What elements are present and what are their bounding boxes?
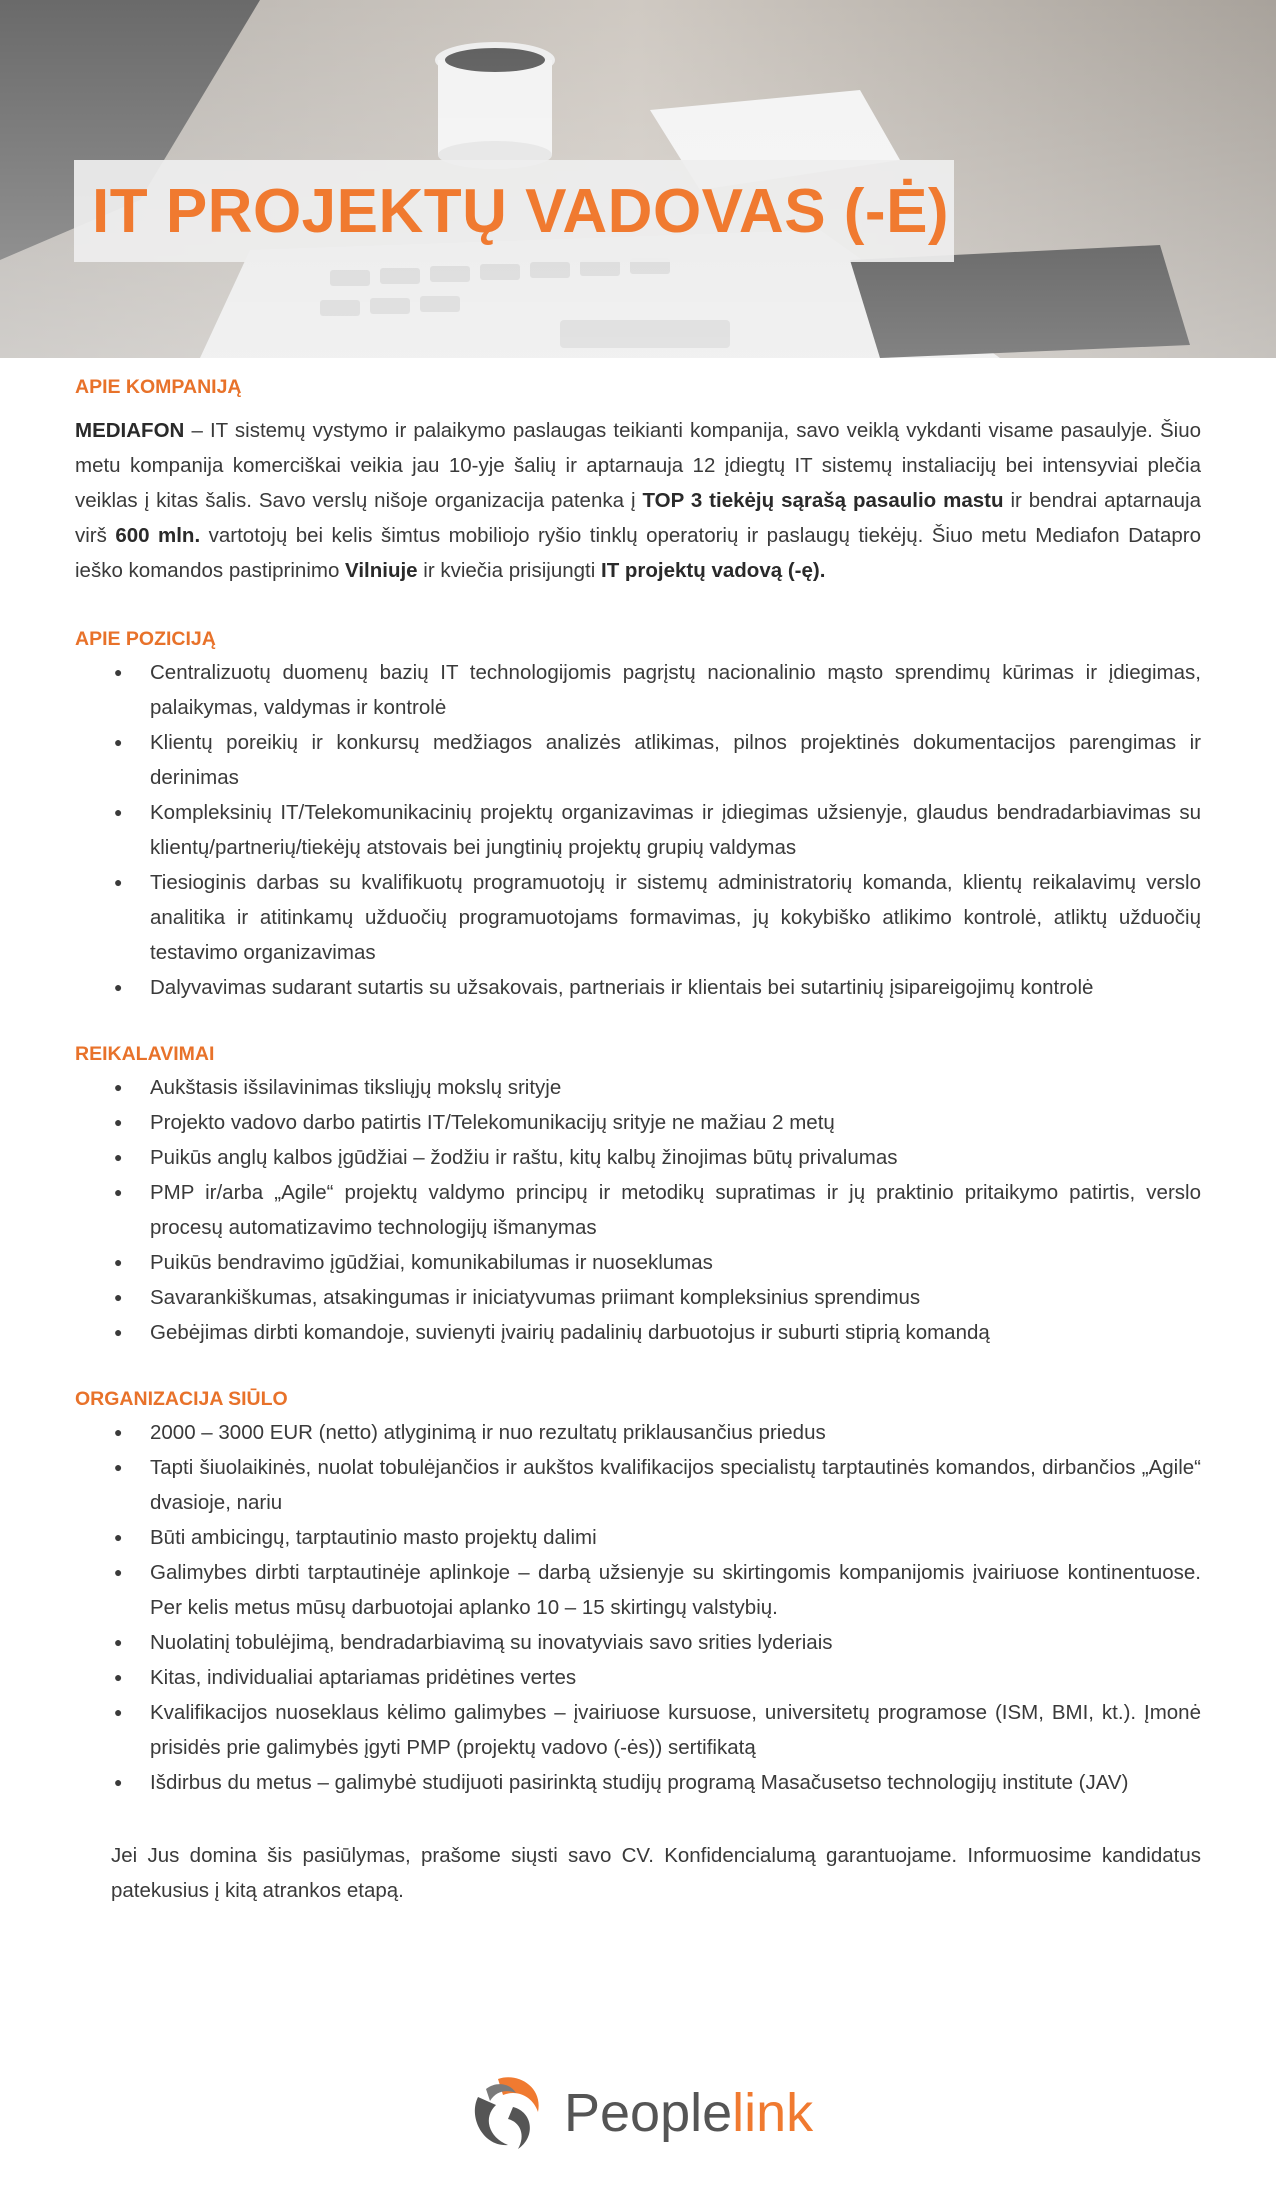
list-item: ● Tapti šiuolaikinės, nuolat tobulėjančios ir aukštos kvalifikacijos specialistų tarptautinės komandos, dirbančios „Agile“ dvasioje, nariu	[75, 1450, 1201, 1520]
list-item: ● Būti ambicingų, tarptautinio masto projektų dalimi	[75, 1520, 1201, 1555]
list-item: ● Nuolatinį tobulėjimą, bendradarbiavimą su inovatyviais savo srities lyderiais	[75, 1625, 1201, 1660]
requirements-list	[75, 1070, 1201, 1350]
bold-text: Vilniuje	[345, 559, 418, 582]
list-item: ● Klientų poreikių ir konkursų medžiagos analizės atlikimas, pilnos projektinės dokumentacijos parengimas ir derinimas	[75, 725, 1201, 795]
text-run: ir bendrai aptarnauja virš	[75, 489, 1202, 547]
list-item: ● Projekto vadovo darbo patirtis IT/Telekomunikacijų srityje ne mažiau 2 metų	[75, 1105, 1201, 1140]
text-run: vartotojų bei kelis šimtus mobiliojo ryšio tinklų operatorių ir paslaugų tiekėjų. Šiuo metu Mediafon Datapro ieško komandos pastiprinimo	[75, 524, 1202, 582]
list-item: ● Aukštasis išsilavinimas tiksliųjų mokslų srityje	[75, 1070, 1201, 1105]
bold-text: 600 mln.	[115, 524, 201, 547]
page-title: IT PROJEKTŲ VADOVAS (-Ė)	[92, 176, 950, 246]
list-item: ● Galimybes dirbti tarptautinėje aplinkoje – darbą užsienyje su skirtingomis kompanijomis įvairiuose kontinentuose. Per kelis metus mūsų darbuotojai aplanko 10 – 15 skirtingų valstybių.	[75, 1555, 1201, 1625]
list-item: ● Kvalifikacijos nuoseklaus kėlimo galimybes – įvairiuose kursuose, universitetų programose (ISM, BMI, kt.). Įmonė prisidės prie galimybės įgyti PMP (projektų vadovo (-ės)) sertifikatą	[75, 1695, 1201, 1765]
logo-text-main: People	[564, 2083, 733, 2143]
list-item: ● PMP ir/arba „Agile“ projektų valdymo principų ir metodikų supratimas ir jų praktinio pritaikymo patirtis, verslo procesų automatizavimo technologijų išmanymas	[75, 1175, 1201, 1245]
bold-text: MEDIAFON	[75, 419, 185, 442]
main-content	[75, 376, 1201, 1908]
list-item: ● Kitas, individualiai aptariamas pridėtines vertes	[75, 1660, 1201, 1695]
peoplelink-logo	[458, 2063, 858, 2163]
hero-image	[0, 0, 1276, 358]
about-position-heading: APIE POZICIJĄ	[75, 628, 216, 650]
list-item: ● Tiesioginis darbas su kvalifikuotų programuotojų ir sistemų administratorių komanda, klientų reikalavimų verslo analitika ir atitinkamų užduočių programuotojams formavimas, jų kokybiško atlikimo kontrolė, atliktų užduočių testavimo organizavimas	[75, 865, 1201, 970]
list-item: ● Puikūs anglų kalbos įgūdžiai – žodžiu ir raštu, kitų kalbų žinojimas būtų privalumas	[75, 1140, 1201, 1175]
peoplelink-logo-icon	[458, 2067, 550, 2159]
about-position-list	[75, 655, 1201, 1005]
bold-text: TOP 3 tiekėjų sąrašą pasaulio mastu	[642, 489, 1004, 512]
logo-text-accent: link	[732, 2083, 814, 2143]
offers-heading: ORGANIZACIJA SIŪLO	[75, 1388, 288, 1410]
text-run: – IT sistemų vystymo ir palaikymo paslaugas teikianti kompanija, savo veiklą vykdanti visame pasaulyje. Šiuo metu kompanija komerciškai veikia jau 10-yje šalių ir aptarnauja 12 įdiegtų IT sistemų instaliacijų bei intensyviai plečia veiklas į kitas šalis. Savo verslų nišoje organizacija patenka į	[75, 419, 1201, 512]
bold-text: IT projektų vadovą (-ę).	[601, 559, 826, 582]
logo-text	[564, 2082, 813, 2144]
list-item: ● 2000 – 3000 EUR (netto) atlyginimą ir nuo rezultatų priklausančius priedus	[75, 1415, 1201, 1450]
list-item: ● Išdirbus du metus – galimybė studijuoti pasirinktą studijų programą Masačusetso technologijų institute (JAV)	[75, 1765, 1201, 1800]
text-run: ir kviečia prisijungti	[417, 559, 601, 582]
offers-list	[75, 1415, 1201, 1800]
list-item: ● Gebėjimas dirbti komandoje, suvienyti įvairių padalinių darbuotojus ir suburti stiprią komandą	[75, 1315, 1201, 1350]
title-banner	[74, 160, 954, 262]
requirements-heading: REIKALAVIMAI	[75, 1043, 215, 1065]
list-item: ● Kompleksinių IT/Telekomunikacinių projektų organizavimas ir įdiegimas užsienyje, glaudus bendradarbiavimas su klientų/partnerių/tiekėjų atstovais bei jungtinių projektų grupių valdymas	[75, 795, 1201, 865]
list-item: ● Puikūs bendravimo įgūdžiai, komunikabilumas ir nuoseklumas	[75, 1245, 1201, 1280]
list-item: ● Savarankiškumas, atsakingumas ir iniciatyvumas priimant kompleksinius sprendimus	[75, 1280, 1201, 1315]
closing-paragraph: Jei Jus domina šis pasiūlymas, prašome siųsti savo CV. Konfidencialumą garantuojame. Informuosime kandidatus patekusius į kitą atrankos etapą.	[111, 1844, 1201, 1902]
list-item: ● Dalyvavimas sudarant sutartis su užsakovais, partneriais ir klientais bei sutartinių įsipareigojimų kontrolė	[75, 970, 1201, 1005]
list-item: ● Centralizuotų duomenų bazių IT technologijomis pagrįstų nacionalinio mąsto sprendimų kūrimas ir įdiegimas, palaikymas, valdymas ir kontrolė	[75, 655, 1201, 725]
about-company-heading: APIE KOMPANIJĄ	[75, 376, 242, 398]
about-company-paragraph	[75, 413, 1201, 588]
